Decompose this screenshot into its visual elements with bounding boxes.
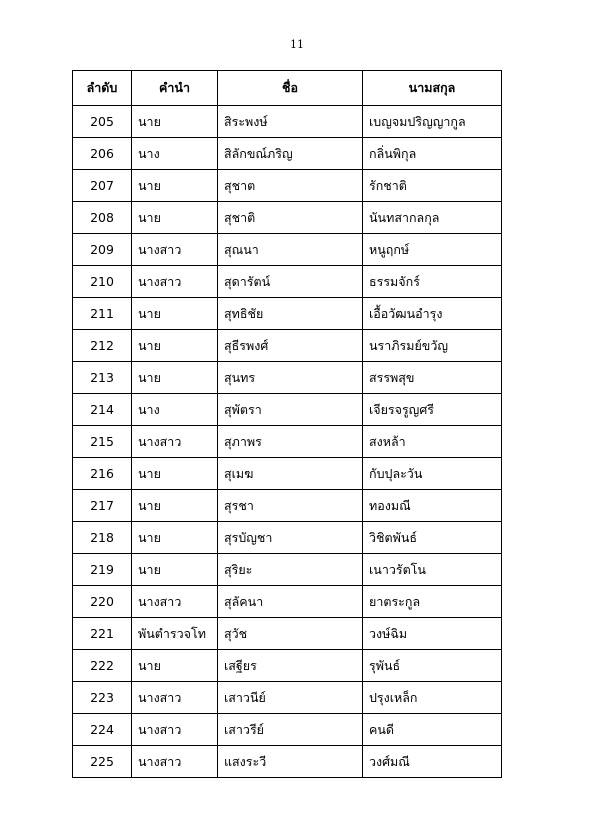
row-last-name: ยาตระกูล xyxy=(363,586,502,618)
row-prefix: นางสาว xyxy=(132,266,218,298)
table-row xyxy=(73,330,502,362)
row-number: 212 xyxy=(73,330,132,362)
row-last-name: เนาวรัตโน xyxy=(363,554,502,586)
header-last-name: นามสกุล xyxy=(363,71,502,106)
header-prefix: คำนำ xyxy=(132,71,218,106)
row-number: 218 xyxy=(73,522,132,554)
row-prefix: นางสาว xyxy=(132,234,218,266)
row-last-name: ปรุงเหล็ก xyxy=(363,682,502,714)
row-last-name: รักชาติ xyxy=(363,170,502,202)
table-row xyxy=(73,394,502,426)
table-row xyxy=(73,298,502,330)
row-first-name: สุเมฆ xyxy=(218,458,363,490)
row-number: 208 xyxy=(73,202,132,234)
row-last-name: สรรพสุข xyxy=(363,362,502,394)
row-first-name: สุรบัญชา xyxy=(218,522,363,554)
row-prefix: นางสาว xyxy=(132,714,218,746)
header-first-name: ชื่อ xyxy=(218,71,363,106)
table-row xyxy=(73,170,502,202)
row-last-name: ธรรมจักร์ xyxy=(363,266,502,298)
table-row xyxy=(73,618,502,650)
row-number: 221 xyxy=(73,618,132,650)
row-last-name: คนดี xyxy=(363,714,502,746)
row-prefix: นาย xyxy=(132,106,218,138)
row-number: 210 xyxy=(73,266,132,298)
row-last-name: นราภิรมย์ขวัญ xyxy=(363,330,502,362)
row-first-name: สุธีรพงศ์ xyxy=(218,330,363,362)
row-prefix: นาย xyxy=(132,554,218,586)
row-last-name: วงษ์ฉิม xyxy=(363,618,502,650)
row-first-name: สุวัช xyxy=(218,618,363,650)
row-last-name: สงหล้า xyxy=(363,426,502,458)
row-first-name: เสาวรีย์ xyxy=(218,714,363,746)
row-prefix: นาย xyxy=(132,650,218,682)
table-row xyxy=(73,138,502,170)
table-row xyxy=(73,266,502,298)
row-first-name: สุนทร xyxy=(218,362,363,394)
row-first-name: เสฐียร xyxy=(218,650,363,682)
table-row xyxy=(73,362,502,394)
row-last-name: เบญจมปริญญากูล xyxy=(363,106,502,138)
row-number: 205 xyxy=(73,106,132,138)
row-number: 214 xyxy=(73,394,132,426)
table-row xyxy=(73,234,502,266)
row-prefix: นาย xyxy=(132,490,218,522)
row-first-name: สิลักขณ์ภริญ xyxy=(218,138,363,170)
row-prefix: นางสาว xyxy=(132,586,218,618)
name-roster-table xyxy=(72,70,502,778)
row-number: 219 xyxy=(73,554,132,586)
table-header-row xyxy=(73,71,502,106)
row-number: 225 xyxy=(73,746,132,778)
row-first-name: สุริยะ xyxy=(218,554,363,586)
table-body xyxy=(73,106,502,778)
row-last-name: นันทสากลกุล xyxy=(363,202,502,234)
header-order: ลำดับ xyxy=(73,71,132,106)
row-last-name: หนูฤกษ์ xyxy=(363,234,502,266)
row-first-name: สุทธิชัย xyxy=(218,298,363,330)
row-last-name: วิชิตพันธ์ xyxy=(363,522,502,554)
row-number: 213 xyxy=(73,362,132,394)
row-number: 207 xyxy=(73,170,132,202)
row-prefix: นาง xyxy=(132,138,218,170)
row-prefix: นางสาว xyxy=(132,682,218,714)
table-row xyxy=(73,490,502,522)
row-prefix: นาย xyxy=(132,202,218,234)
row-number: 216 xyxy=(73,458,132,490)
row-first-name: สุพัตรา xyxy=(218,394,363,426)
row-prefix: นาย xyxy=(132,458,218,490)
row-last-name: ทองมณี xyxy=(363,490,502,522)
table-row xyxy=(73,682,502,714)
table-row xyxy=(73,458,502,490)
row-number: 222 xyxy=(73,650,132,682)
row-number: 209 xyxy=(73,234,132,266)
row-last-name: กลิ่นพิกุล xyxy=(363,138,502,170)
row-last-name: เจียรจรูญศรี xyxy=(363,394,502,426)
row-number: 224 xyxy=(73,714,132,746)
row-first-name: สุณนา xyxy=(218,234,363,266)
row-first-name: สุชาต xyxy=(218,170,363,202)
row-last-name: เอื้อวัฒนอำรุง xyxy=(363,298,502,330)
page-number: 11 xyxy=(290,38,304,51)
row-prefix: นาย xyxy=(132,170,218,202)
table-row xyxy=(73,714,502,746)
table-row xyxy=(73,522,502,554)
row-first-name: สุภาพร xyxy=(218,426,363,458)
table-row xyxy=(73,426,502,458)
row-last-name: กับปุละวัน xyxy=(363,458,502,490)
table-row xyxy=(73,586,502,618)
row-first-name: สุชาติ xyxy=(218,202,363,234)
row-first-name: สุดารัตน์ xyxy=(218,266,363,298)
row-prefix: นาย xyxy=(132,522,218,554)
table-row xyxy=(73,554,502,586)
row-first-name: แสงระวี xyxy=(218,746,363,778)
row-first-name: เสาวนีย์ xyxy=(218,682,363,714)
table-row xyxy=(73,650,502,682)
row-last-name: วงศ์มณี xyxy=(363,746,502,778)
row-prefix: พันตำรวจโท xyxy=(132,618,218,650)
row-prefix: นาย xyxy=(132,362,218,394)
table-row xyxy=(73,106,502,138)
row-number: 220 xyxy=(73,586,132,618)
table-row xyxy=(73,746,502,778)
row-prefix: นาง xyxy=(132,394,218,426)
row-first-name: สุรชา xyxy=(218,490,363,522)
row-number: 223 xyxy=(73,682,132,714)
row-prefix: นางสาว xyxy=(132,746,218,778)
row-first-name: สิระพงษ์ xyxy=(218,106,363,138)
row-number: 217 xyxy=(73,490,132,522)
row-prefix: นางสาว xyxy=(132,426,218,458)
row-prefix: นาย xyxy=(132,330,218,362)
row-first-name: สุลัคนา xyxy=(218,586,363,618)
row-last-name: รุพันธ์ xyxy=(363,650,502,682)
row-number: 215 xyxy=(73,426,132,458)
row-number: 211 xyxy=(73,298,132,330)
row-number: 206 xyxy=(73,138,132,170)
table-row xyxy=(73,202,502,234)
row-prefix: นาย xyxy=(132,298,218,330)
